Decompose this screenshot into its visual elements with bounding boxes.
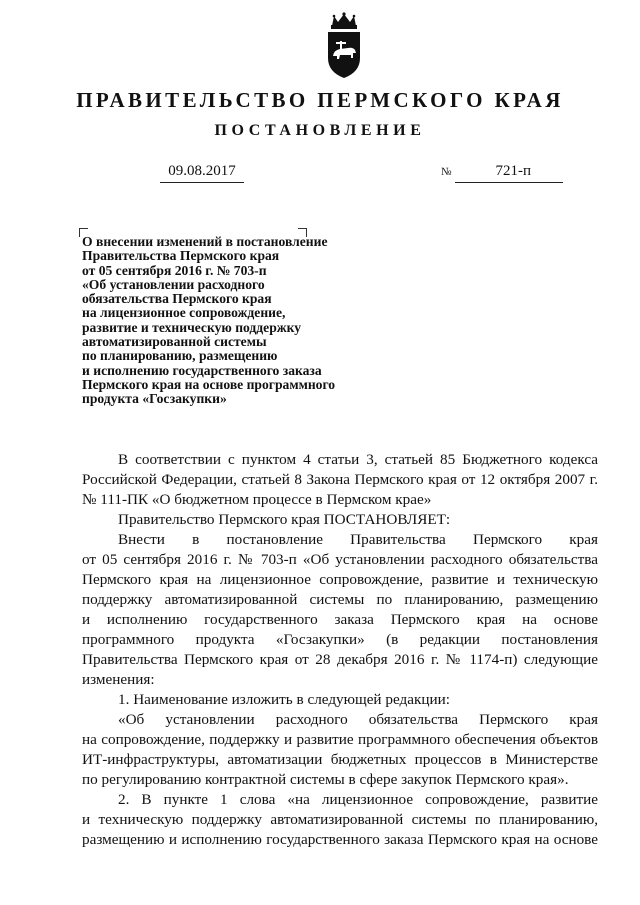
body-line: «Об установлении расходного обязательства Пермского края <box>118 711 598 728</box>
body-line: Правительство Пермского края ПОСТАНОВЛЯЕТ: <box>118 511 451 528</box>
body-line: программного продукта «Госзакупки» (в редакции постановления <box>82 631 598 648</box>
subject-line: и исполнению государственного заказа <box>82 362 322 378</box>
body-line: Российской Федерации, статьей 8 Закона Пермского края от 12 октября 2007 г. <box>82 471 598 488</box>
body-line: и техническую поддержку автоматизированной системы по планированию, <box>82 811 598 828</box>
document-subject <box>82 235 382 407</box>
subject-line: обязательства Пермского края <box>82 291 272 307</box>
body-line: № 111-ПК «О бюджетном процессе в Пермском крае» <box>82 491 432 508</box>
paragraph-item-2 <box>82 790 598 850</box>
body-line: ИТ-инфраструктуры, автоматизации бюджетных процессов в Министерстве <box>82 751 598 768</box>
body-line: по регулированию контрактной системы в сфере закупок Пермского края». <box>82 771 569 788</box>
body-line: 2. В пункте 1 слова «на лицензионное сопровождение, развитие <box>118 791 598 808</box>
body-line: от 05 сентября 2016 г. № 703-п «Об установлении расходного обязательства <box>82 551 598 568</box>
subject-line: продукта «Госзакупки» <box>82 391 227 407</box>
body-line: поддержку автоматизированной системы по планированию, размещению <box>82 591 598 608</box>
subject-line: О внесении изменений в постановление <box>82 234 328 249</box>
body-line: В соответствии с пунктом 4 статьи 3, статьей 85 Бюджетного кодекса <box>118 451 598 468</box>
paragraph-amend <box>82 530 598 690</box>
coat-of-arms-emblem <box>322 12 366 80</box>
government-title: ПРАВИТЕЛЬСТВО ПЕРМСКОГО КРАЯ <box>76 88 564 112</box>
body-line: изменения: <box>82 671 155 688</box>
subject-line: Правительства Пермского края <box>82 248 280 264</box>
paragraph-new-title <box>82 710 598 790</box>
document-number: 721-п <box>495 163 531 179</box>
subject-line: автоматизированной системы <box>82 334 267 350</box>
body-line: размещению и исполнению государственного заказа Пермского края на основе <box>82 831 598 848</box>
number-sign: № <box>441 166 452 178</box>
subject-line: «Об установлении расходного <box>82 276 265 292</box>
subject-line: по планированию, размещению <box>82 348 278 364</box>
body-line: и исполнению государственного заказа Пермского края на основе <box>82 611 598 628</box>
paragraph-item-1 <box>82 690 598 710</box>
body-line: Внести в постановление Правительства Пермского края <box>118 531 598 548</box>
body-line: Пермского края на лицензионное сопровождение, развитие и техническую <box>82 571 598 588</box>
subject-line: на лицензионное сопровождение, <box>82 305 286 321</box>
subject-line: развитие и техническую поддержку <box>82 319 302 335</box>
subject-line: Пермского края на основе программного <box>82 376 336 392</box>
document-type: ПОСТАНОВЛЕНИЕ <box>214 122 426 139</box>
document-body <box>82 450 598 850</box>
body-line: Правительства Пермского края от 28 декабря 2016 г. № 1174-п) следующие <box>82 651 598 668</box>
document-number-field <box>455 160 563 183</box>
subject-line: от 05 сентября 2016 г. № 703-п <box>82 262 267 278</box>
document-date: 09.08.2017 <box>160 160 244 183</box>
paragraph-legal-basis <box>82 450 598 510</box>
body-line: на сопровождение, поддержку и развитие программного обеспечения объектов <box>82 731 598 748</box>
paragraph-resolves <box>82 510 598 530</box>
body-line: 1. Наименование изложить в следующей редакции: <box>118 691 450 708</box>
